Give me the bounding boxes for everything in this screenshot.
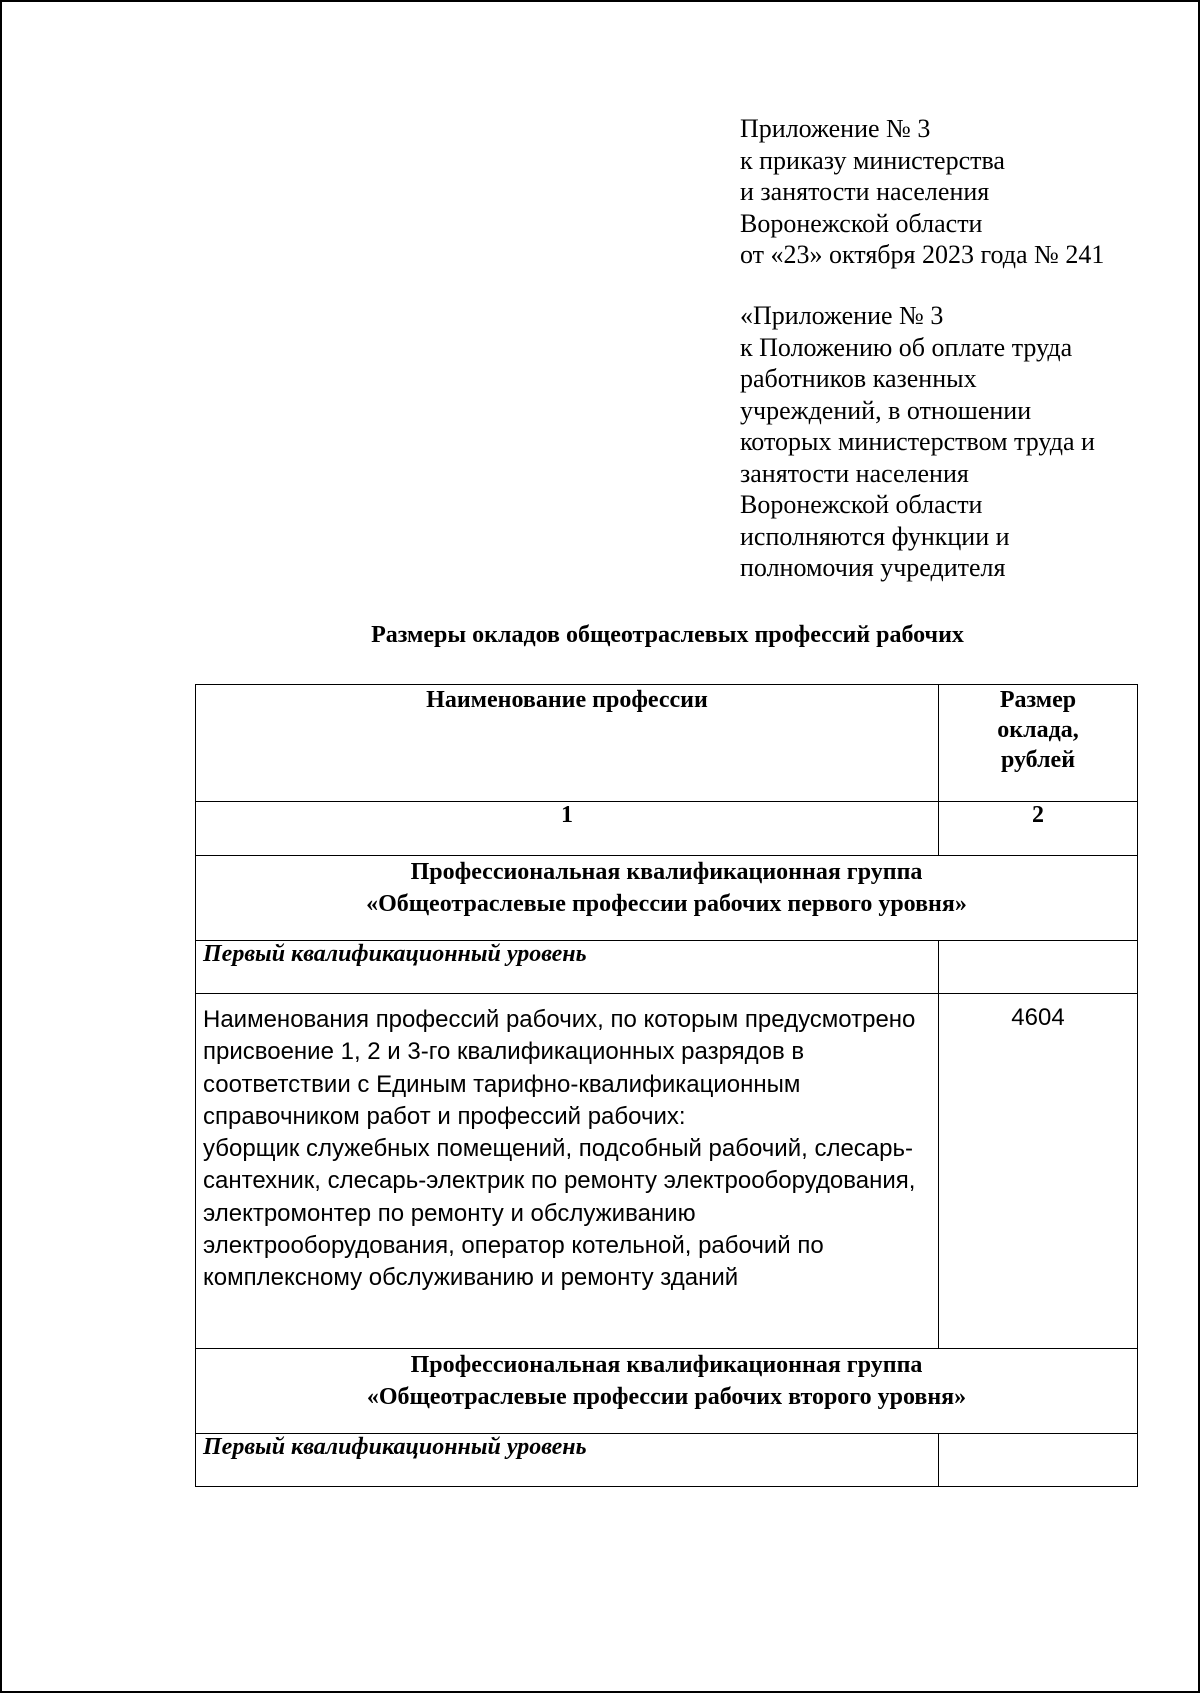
table-header-row xyxy=(196,685,1138,802)
header-profession: Наименование профессии xyxy=(196,685,939,802)
salary-table xyxy=(195,684,1138,1487)
appendix-stamp: Приложение № 3 к приказу министерства и занятости населения Воронежской области от «23» октября 2023 года № 241 xyxy=(740,114,1105,269)
group-heading-line2: «Общеотраслевые профессии рабочих первого уровня» xyxy=(366,891,967,917)
group-row-second-level xyxy=(196,1349,1138,1434)
level-label: Первый квалификационный уровень xyxy=(196,941,939,994)
profession-description: Наименования профессий рабочих, по которым предусмотрено присвоение 1, 2 и 3-го квалификационных разрядов в соответствии с Единым тарифно-квалификационным справочником работ и профессий рабочих: уборщик служебных помещений, подсобный рабочий, слесарь-сантехник, слесарь-электрик по ремонту электрооборудования, электромонтер по ремонту и обслуживанию электрооборудования, оператор котельной, рабочий по комплексному обслуживанию и ремонту зданий xyxy=(203,1006,916,1292)
group-heading-line1: Профессиональная квалификационная группа xyxy=(410,859,923,885)
level-row xyxy=(196,1434,1138,1487)
level-salary-empty xyxy=(939,1434,1138,1487)
group-heading-first-level xyxy=(196,856,1138,941)
header-salary-text: Размер оклада, рублей xyxy=(997,687,1079,773)
level-label: Первый квалификационный уровень xyxy=(196,1434,939,1487)
group-heading-line2: «Общеотраслевые профессии рабочих второго уровня» xyxy=(366,1384,967,1410)
profession-salary: 4604 xyxy=(939,994,1138,1349)
level-row xyxy=(196,941,1138,994)
profession-row xyxy=(196,994,1138,1349)
header-salary xyxy=(939,685,1138,802)
column-number-row xyxy=(196,802,1138,856)
group-heading-line1: Профессиональная квалификационная группа xyxy=(410,1352,923,1378)
regulation-stamp: «Приложение № 3 к Положению об оплате труда работников казенных учреждений, в отношении которых министерством труда и занятости населения Воронежской области исполняются функции и полномочия учредителя xyxy=(740,301,1095,582)
group-heading-second-level xyxy=(196,1349,1138,1434)
document-title: Размеры окладов общеотраслевых профессий рабочих xyxy=(371,622,964,648)
profession-cell xyxy=(196,994,939,1349)
column-number-2: 2 xyxy=(939,802,1138,856)
column-number-1: 1 xyxy=(196,802,939,856)
group-row-first-level xyxy=(196,856,1138,941)
level-salary-empty xyxy=(939,941,1138,994)
